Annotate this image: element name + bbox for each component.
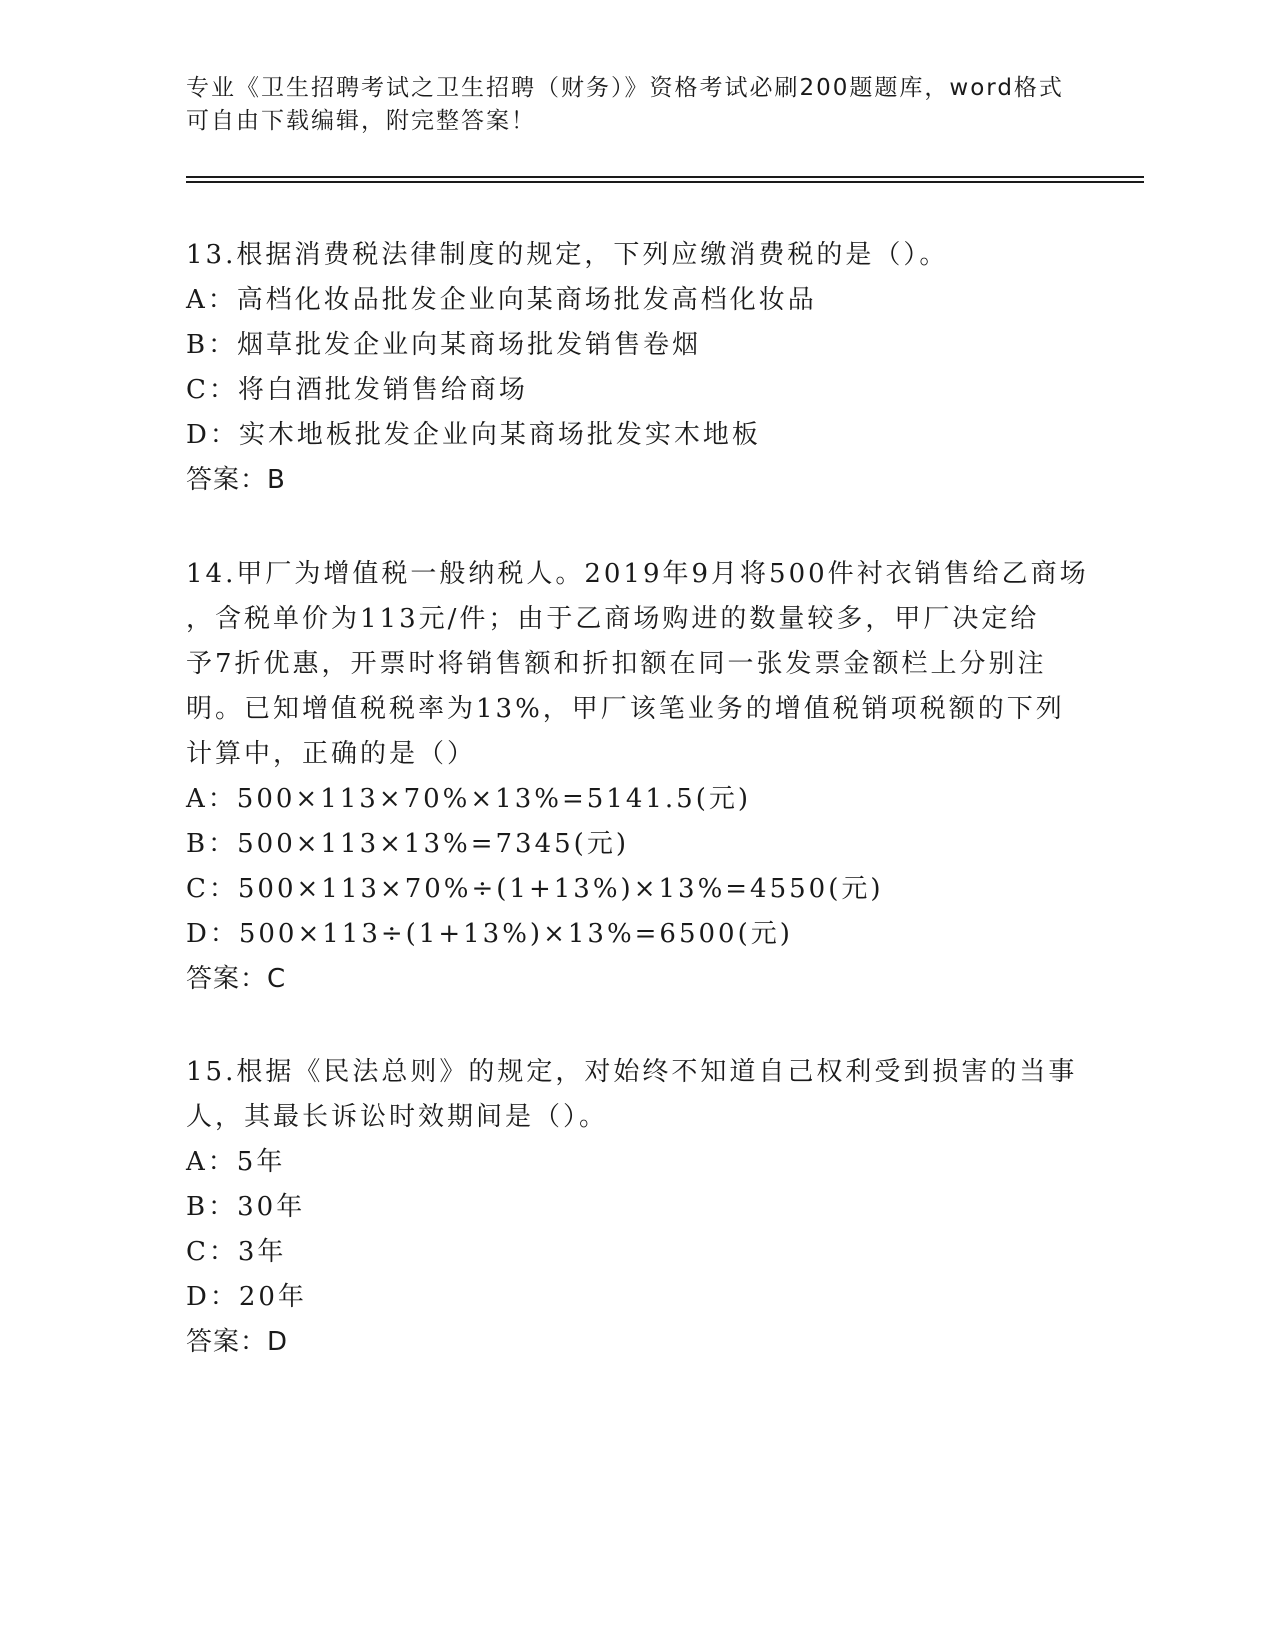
question-15: [186, 1050, 1086, 1365]
answer-label: 答案：B: [186, 465, 286, 495]
answer-label: 答案：C: [186, 964, 287, 994]
header-divider-bottom: [186, 181, 1144, 183]
question-stem-line: ，含税单价为113元/件；由于乙商场购进的数量较多，甲厂决定给: [186, 604, 1040, 634]
question-stem-line: 计算中，正确的是（）: [186, 739, 477, 769]
option-c: C：500×113×70%÷(1+13%)×13%=4550(元): [186, 874, 884, 904]
header-title-line-1: 专业《卫生招聘考试之卫生招聘（财务）》资格考试必刷200题题库，word格式: [186, 75, 1064, 101]
answer-label: 答案：D: [186, 1327, 289, 1357]
question-stem-line: 明。已知增值税税率为13%，甲厂该笔业务的增值税销项税额的下列: [186, 694, 1065, 724]
option-d: D：500×113÷(1+13%)×13%=6500(元): [186, 919, 793, 949]
question-stem-line: 予7折优惠，开票时将销售额和折扣额在同一张发票金额栏上分别注: [186, 649, 1047, 679]
document-header: [186, 72, 1086, 138]
question-stem-line: 人，其最长诉讼时效期间是（）。: [186, 1102, 609, 1132]
option-b: B：烟草批发企业向某商场批发销售卷烟: [186, 330, 702, 360]
option-c: C：将白酒批发销售给商场: [186, 375, 528, 405]
header-divider-top: [186, 176, 1144, 178]
option-a: A：高档化妆品批发企业向某商场批发高档化妆品: [186, 285, 817, 315]
question-stem-line: 13.根据消费税法律制度的规定，下列应缴消费税的是（）。: [186, 240, 949, 270]
question-13: [186, 233, 1086, 503]
option-d: D：20年: [186, 1282, 307, 1312]
question-stem-line: 14.甲厂为增值税一般纳税人。2019年9月将500件衬衣销售给乙商场: [186, 559, 1089, 589]
option-b: B：500×113×13%=7345(元): [186, 829, 629, 859]
option-b: B：30年: [186, 1192, 306, 1222]
option-a: A：500×113×70%×13%=5141.5(元): [186, 784, 752, 814]
option-d: D：实木地板批发企业向某商场批发实木地板: [186, 420, 761, 450]
header-title-line-2: 可自由下载编辑，附完整答案！: [186, 108, 536, 134]
option-c: C：3年: [186, 1237, 287, 1267]
question-stem-line: 15.根据《民法总则》的规定，对始终不知道自己权利受到损害的当事: [186, 1057, 1078, 1087]
question-14: [186, 552, 1089, 1002]
option-a: A：5年: [186, 1147, 286, 1177]
